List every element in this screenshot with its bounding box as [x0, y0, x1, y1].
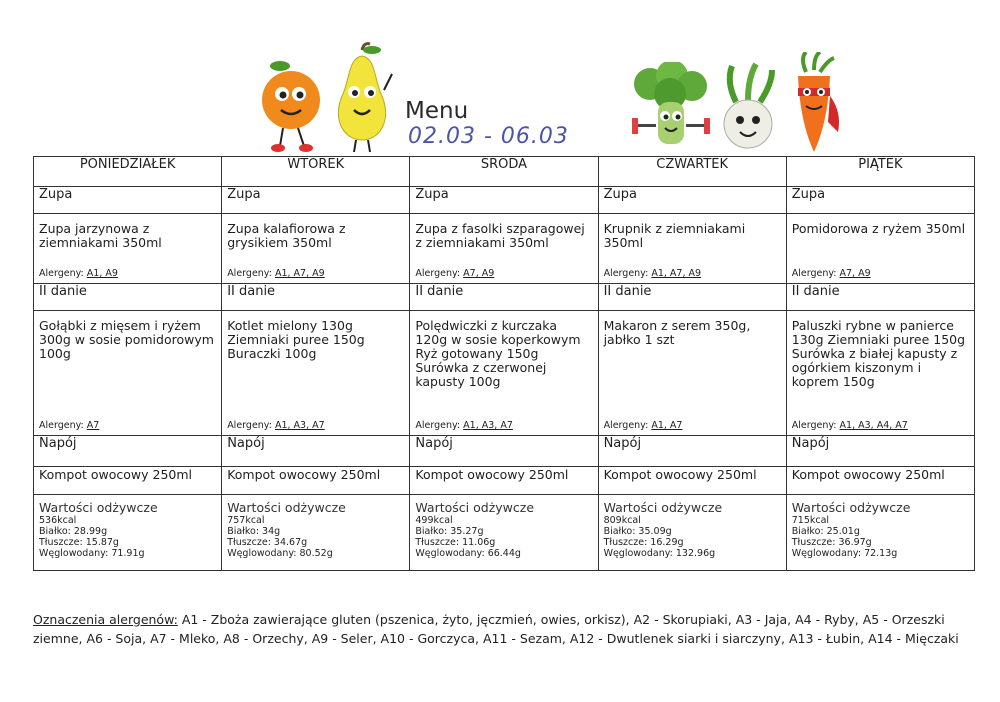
soup-cell — [410, 214, 598, 284]
drink-cell: Kompot owocowy 250ml — [598, 467, 786, 495]
legend-text: A1 - Zboża zawierające gluten (pszenica, żyto, jęczmień, owies, orkisz), A2 - Skorupiaki, A3 - Jaja, A4 - Ryby, A5 - Orzeszki ziemne, A6 - Soja, A7 - Mleko, A8 - Orzechy, A9 - Seler, A10 - Gorczyca, A11 - Sezam, A12 - Dwutlenek siarki i siarczyny, A13 - Łubin, A14 - Mięczaki — [33, 612, 959, 646]
soup-label: Zupa — [34, 187, 222, 214]
drink-label: Napój — [786, 436, 974, 467]
main-label-row — [34, 284, 975, 311]
allergens-label: Alergeny: — [39, 268, 84, 279]
nutrition-cell — [410, 495, 598, 571]
allergen-codes: A1, A3, A7 — [274, 420, 325, 431]
drink-label: Napój — [34, 436, 222, 467]
nutrition-title: Wartości odżywcze — [39, 500, 158, 515]
soup-cell — [598, 214, 786, 284]
main-cell — [410, 311, 598, 436]
day-header: PIĄTEK — [786, 157, 974, 187]
soup-dish: Pomidorowa z ryżem 350ml — [791, 221, 966, 236]
soup-allergens — [415, 268, 494, 279]
drink-cell: Kompot owocowy 250ml — [34, 467, 222, 495]
day-header: CZWARTEK — [598, 157, 786, 187]
nutrition-carbs: Węglowodany: 66.44g — [415, 548, 521, 559]
nutrition-title: Wartości odżywcze — [791, 500, 911, 515]
allergens-label: Alergeny: — [415, 268, 461, 279]
nutrition-title: Wartości odżywcze — [415, 500, 535, 515]
soup-dish: Zupa z fasolki szparagowej z ziemniakami 350ml — [415, 221, 585, 250]
nutrition-protein: Białko: 28.99g — [39, 526, 108, 537]
main-allergens — [792, 420, 908, 431]
allergen-codes: A7 — [86, 420, 100, 431]
main-cell — [786, 311, 974, 436]
main-dish: Makaron z serem 350g, jabłko 1 szt — [603, 318, 751, 347]
allergens-label: Alergeny: — [415, 420, 461, 431]
soup-row — [34, 214, 975, 284]
nutrition-fat: Tłuszcze: 16.29g — [603, 537, 684, 548]
nutrition-kcal: 499kcal — [415, 515, 453, 526]
menu-dates: 02.03 - 06.03 — [408, 124, 569, 149]
nutrition-cell — [598, 495, 786, 571]
main-allergens — [415, 420, 513, 431]
main-cell — [34, 311, 222, 436]
nutrition-kcal: 536kcal — [39, 515, 77, 526]
nutrition-cell — [222, 495, 410, 571]
main-allergens — [39, 420, 99, 431]
allergens-label: Alergeny: — [603, 268, 649, 279]
nutrition-protein: Białko: 25.01g — [791, 526, 860, 537]
day-header: ŚRODA — [410, 157, 598, 187]
allergen-codes: A1, A3, A7 — [463, 420, 513, 431]
main-allergens — [227, 420, 325, 431]
nutrition-fat: Tłuszcze: 15.87g — [39, 537, 119, 548]
main-label: II danie — [410, 284, 598, 311]
soup-cell — [786, 214, 974, 284]
drink-label: Napój — [598, 436, 786, 467]
allergen-codes: A1, A7, A9 — [651, 268, 702, 279]
main-dish: Kotlet mielony 130g Ziemniaki puree 150g Buraczki 100g — [227, 318, 365, 361]
soup-label: Zupa — [598, 187, 786, 214]
allergen-codes: A1, A7, A9 — [274, 268, 325, 279]
main-allergens — [604, 420, 683, 431]
nutrition-carbs: Węglowodany: 71.91g — [39, 548, 145, 559]
nutrition-row — [34, 495, 975, 571]
main-label: II danie — [786, 284, 974, 311]
allergen-codes: A7, A9 — [463, 268, 495, 279]
drink-cell: Kompot owocowy 250ml — [786, 467, 974, 495]
kohlrabi-mascot-icon — [716, 62, 780, 158]
nutrition-protein: Białko: 35.09g — [603, 526, 672, 537]
main-dish: Paluszki rybne w panierce 130g Ziemniaki puree 150g Surówka z białej kapusty z ogórkiem kiszonym i koprem 150g — [791, 318, 966, 389]
main-dish: Polędwiczki z kurczaka 120g w sosie koperkowym Ryż gotowany 150g Surówka z czerwonej kapusty 100g — [415, 318, 581, 389]
nutrition-fat: Tłuszcze: 36.97g — [791, 537, 872, 548]
day-header: PONIEDZIAŁEK — [34, 157, 222, 187]
drink-row — [34, 467, 975, 495]
allergen-codes: A1, A7 — [651, 420, 683, 431]
allergen-codes: A1, A9 — [86, 268, 118, 279]
allergens-label: Alergeny: — [227, 420, 272, 431]
main-row — [34, 311, 975, 436]
soup-cell — [222, 214, 410, 284]
nutrition-title: Wartości odżywcze — [603, 500, 723, 515]
nutrition-protein: Białko: 35.27g — [415, 526, 484, 537]
nutrition-carbs: Węglowodany: 80.52g — [227, 548, 333, 559]
nutrition-protein: Białko: 34g — [227, 526, 281, 537]
allergen-legend — [33, 610, 973, 648]
main-label: II danie — [222, 284, 410, 311]
drink-label: Napój — [222, 436, 410, 467]
carrot-mascot-icon — [784, 52, 844, 156]
pear-mascot-icon — [326, 40, 398, 154]
menu-table — [33, 156, 975, 571]
soup-label-row — [34, 187, 975, 214]
main-dish: Gołąbki z mięsem i ryżem 300g w sosie pomidorowym 100g — [39, 318, 214, 361]
nutrition-kcal: 809kcal — [603, 515, 641, 526]
drink-label-row — [34, 436, 975, 467]
allergens-label: Alergeny: — [603, 420, 649, 431]
allergens-label: Alergeny: — [39, 420, 84, 431]
nutrition-title: Wartości odżywcze — [227, 500, 346, 515]
drink-cell: Kompot owocowy 250ml — [410, 467, 598, 495]
nutrition-fat: Tłuszcze: 11.06g — [415, 537, 496, 548]
soup-allergens — [604, 268, 702, 279]
soup-cell — [34, 214, 222, 284]
main-label: II danie — [34, 284, 222, 311]
soup-allergens — [39, 268, 118, 279]
soup-label: Zupa — [786, 187, 974, 214]
nutrition-carbs: Węglowodany: 72.13g — [791, 548, 898, 559]
nutrition-kcal: 715kcal — [791, 515, 830, 526]
soup-allergens — [792, 268, 871, 279]
soup-label: Zupa — [410, 187, 598, 214]
allergen-codes: A7, A9 — [839, 268, 871, 279]
nutrition-kcal: 757kcal — [227, 515, 265, 526]
main-label: II danie — [598, 284, 786, 311]
day-header: WTOREK — [222, 157, 410, 187]
nutrition-cell — [34, 495, 222, 571]
soup-dish: Krupnik z ziemniakami 350ml — [603, 221, 746, 250]
main-cell — [222, 311, 410, 436]
orange-mascot-icon — [258, 58, 328, 154]
soup-label: Zupa — [222, 187, 410, 214]
allergens-label: Alergeny: — [791, 420, 837, 431]
nutrition-cell — [786, 495, 974, 571]
allergens-label: Alergeny: — [227, 268, 272, 279]
soup-dish: Zupa kalafiorowa z grysikiem 350ml — [227, 221, 346, 250]
menu-title: Menu — [405, 98, 469, 124]
nutrition-fat: Tłuszcze: 34.67g — [227, 537, 308, 548]
main-cell — [598, 311, 786, 436]
legend-heading: Oznaczenia alergenów: — [33, 612, 178, 627]
soup-dish: Zupa jarzynowa z ziemniakami 350ml — [39, 221, 162, 250]
broccoli-mascot-icon — [626, 62, 716, 158]
drink-cell: Kompot owocowy 250ml — [222, 467, 410, 495]
soup-allergens — [227, 268, 325, 279]
allergens-label: Alergeny: — [791, 268, 837, 279]
drink-label: Napój — [410, 436, 598, 467]
allergen-codes: A1, A3, A4, A7 — [839, 420, 908, 431]
nutrition-carbs: Węglowodany: 132.96g — [603, 548, 716, 559]
day-header-row — [34, 157, 975, 187]
